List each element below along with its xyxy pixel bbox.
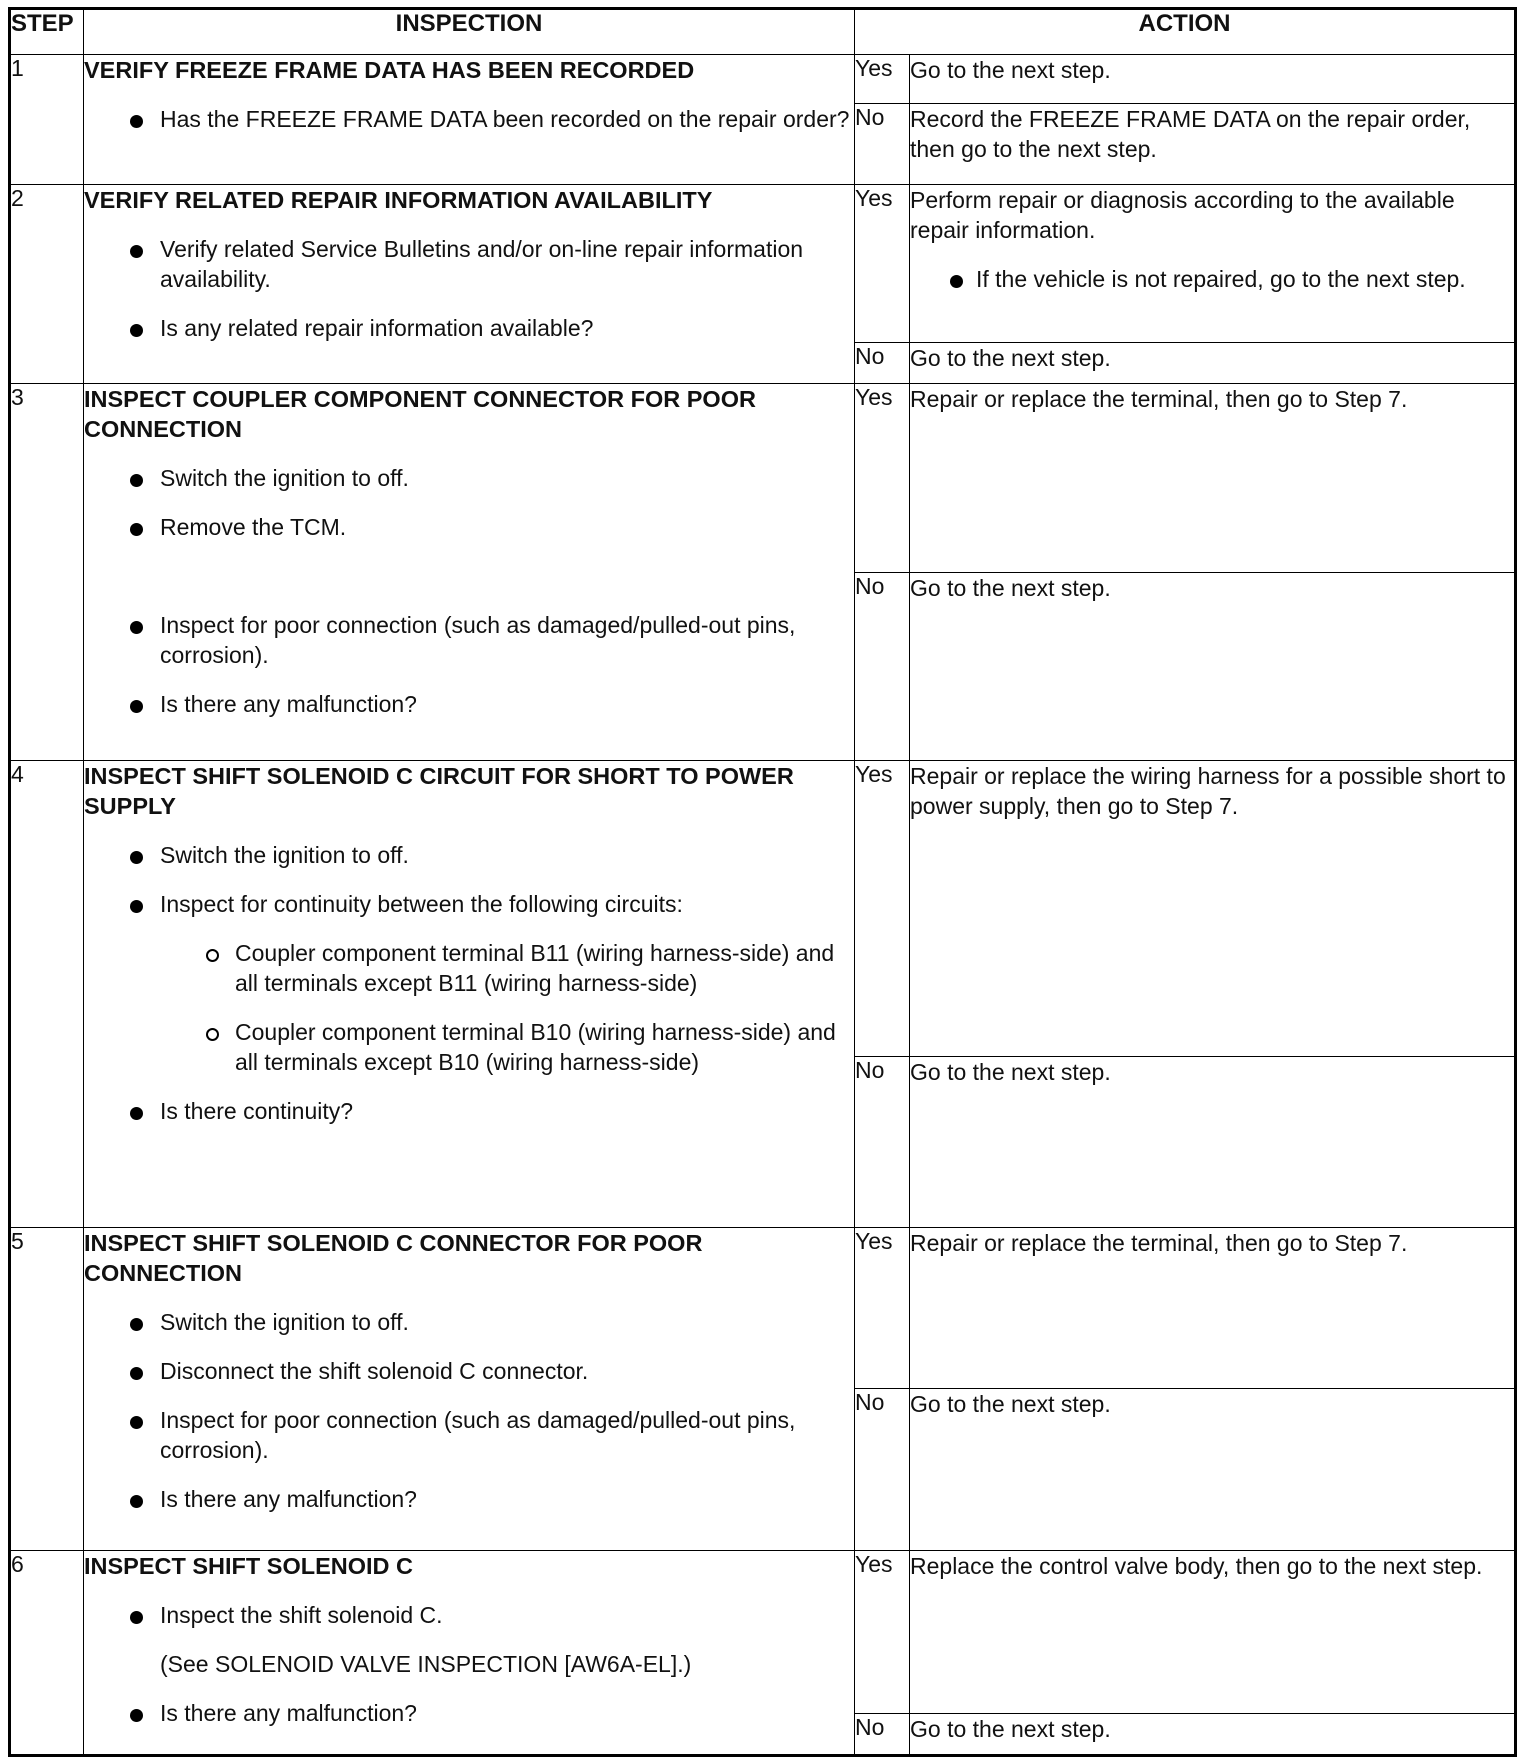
list-item: Disconnect the shift solenoid C connector. [84, 1356, 854, 1386]
inspection-cell [84, 1550, 855, 1755]
no-label: No [855, 1389, 910, 1550]
list-item: Has the FREEZE FRAME DATA been recorded on the repair order? [84, 104, 854, 134]
yes-label: Yes [855, 1228, 910, 1389]
diagnostic-procedure-table [8, 7, 1517, 1757]
table-row [10, 1228, 1516, 1389]
list-item: Is there continuity? [84, 1096, 854, 1126]
sub-list-item: Coupler component terminal B11 (wiring harness-side) and all terminals except B11 (wiring harness-side) [84, 938, 854, 998]
step-number: 4 [10, 760, 84, 1227]
table-header-row [10, 9, 1516, 55]
inspection-list [84, 234, 854, 343]
yes-action: Perform repair or diagnosis according to the available repair information. [910, 186, 1455, 243]
inspection-list [84, 104, 854, 134]
no-action: Record the FREEZE FRAME DATA on the repair order, then go to the next step. [910, 104, 1516, 185]
list-item: Is any related repair information available? [84, 313, 854, 343]
list-item: Is there any malfunction? [84, 1698, 854, 1728]
inspection-cell [84, 184, 855, 383]
list-item: If the vehicle is not repaired, go to the next step. [910, 264, 1514, 294]
inspection-cell [84, 760, 855, 1227]
yes-label: Yes [855, 54, 910, 103]
list-item: Inspect for poor connection (such as damaged/pulled-out pins, corrosion). [84, 1405, 854, 1465]
list-item: Is there any malfunction? [84, 689, 854, 719]
action-column-header: ACTION [855, 9, 1516, 55]
inspection-title: VERIFY RELATED REPAIR INFORMATION AVAILABILITY [84, 186, 713, 213]
yes-label: Yes [855, 1550, 910, 1714]
step-number: 5 [10, 1228, 84, 1551]
yes-label: Yes [855, 760, 910, 1056]
list-item: Inspect for continuity between the following circuits: [84, 889, 854, 919]
yes-action: Repair or replace the terminal, then go to Step 7. [910, 384, 1516, 572]
yes-action-cell [910, 184, 1516, 342]
step-column-header: STEP [10, 9, 84, 55]
list-item: Inspect the shift solenoid C. [84, 1600, 854, 1630]
step-number: 3 [10, 384, 84, 761]
inspection-column-header: INSPECTION [84, 9, 855, 55]
step-number: 1 [10, 54, 84, 184]
no-action: Go to the next step. [910, 572, 1516, 760]
step-number: 2 [10, 184, 84, 383]
step-number: 6 [10, 1550, 84, 1755]
inspection-title: INSPECT SHIFT SOLENOID C CIRCUIT FOR SHORT TO POWER SUPPLY [84, 762, 794, 819]
table-row [10, 1550, 1516, 1714]
no-action: Go to the next step. [910, 1714, 1516, 1756]
inspection-title: INSPECT SHIFT SOLENOID C [84, 1552, 414, 1579]
inspection-note: (See SOLENOID VALVE INSPECTION [AW6A-EL].) [160, 1650, 692, 1677]
table-row [10, 54, 1516, 103]
inspection-list [84, 463, 854, 719]
list-item: Is there any malfunction? [84, 1484, 854, 1514]
no-action: Go to the next step. [910, 1389, 1516, 1550]
no-label: No [855, 342, 910, 383]
yes-action: Repair or replace the wiring harness for a possible short to power supply, then go to Step 7. [910, 760, 1516, 1056]
inspection-cell [84, 384, 855, 761]
list-item: Remove the TCM. [84, 512, 854, 542]
no-label: No [855, 1056, 910, 1227]
yes-label: Yes [855, 384, 910, 572]
inspection-title: VERIFY FREEZE FRAME DATA HAS BEEN RECORDED [84, 56, 695, 83]
list-item: Switch the ignition to off. [84, 463, 854, 493]
table-row [10, 184, 1516, 342]
table-row [10, 760, 1516, 1056]
sub-list-item: Coupler component terminal B10 (wiring harness-side) and all terminals except B10 (wiring harness-side) [84, 1017, 854, 1077]
inspection-title: INSPECT COUPLER COMPONENT CONNECTOR FOR POOR CONNECTION [84, 386, 756, 443]
table-row [10, 384, 1516, 572]
inspection-list [84, 840, 854, 1126]
inspection-cell [84, 1228, 855, 1551]
inspection-list [84, 1307, 854, 1514]
list-item: Switch the ignition to off. [84, 1307, 854, 1337]
yes-action: Go to the next step. [910, 54, 1516, 103]
list-item: Switch the ignition to off. [84, 840, 854, 870]
list-item: Verify related Service Bulletins and/or on-line repair information availability. [84, 234, 854, 294]
no-action: Go to the next step. [910, 1056, 1516, 1227]
yes-action: Replace the control valve body, then go to the next step. [910, 1550, 1516, 1714]
inspection-cell [84, 54, 855, 184]
yes-label: Yes [855, 184, 910, 342]
list-item: Inspect for poor connection (such as damaged/pulled-out pins, corrosion). [84, 610, 854, 670]
no-label: No [855, 572, 910, 760]
inspection-list [84, 1600, 854, 1728]
yes-action: Repair or replace the terminal, then go to Step 7. [910, 1228, 1516, 1389]
inspection-title: INSPECT SHIFT SOLENOID C CONNECTOR FOR POOR CONNECTION [84, 1230, 703, 1287]
no-action: Go to the next step. [910, 342, 1516, 383]
no-label: No [855, 104, 910, 185]
yes-action-list [910, 264, 1514, 294]
no-label: No [855, 1714, 910, 1756]
